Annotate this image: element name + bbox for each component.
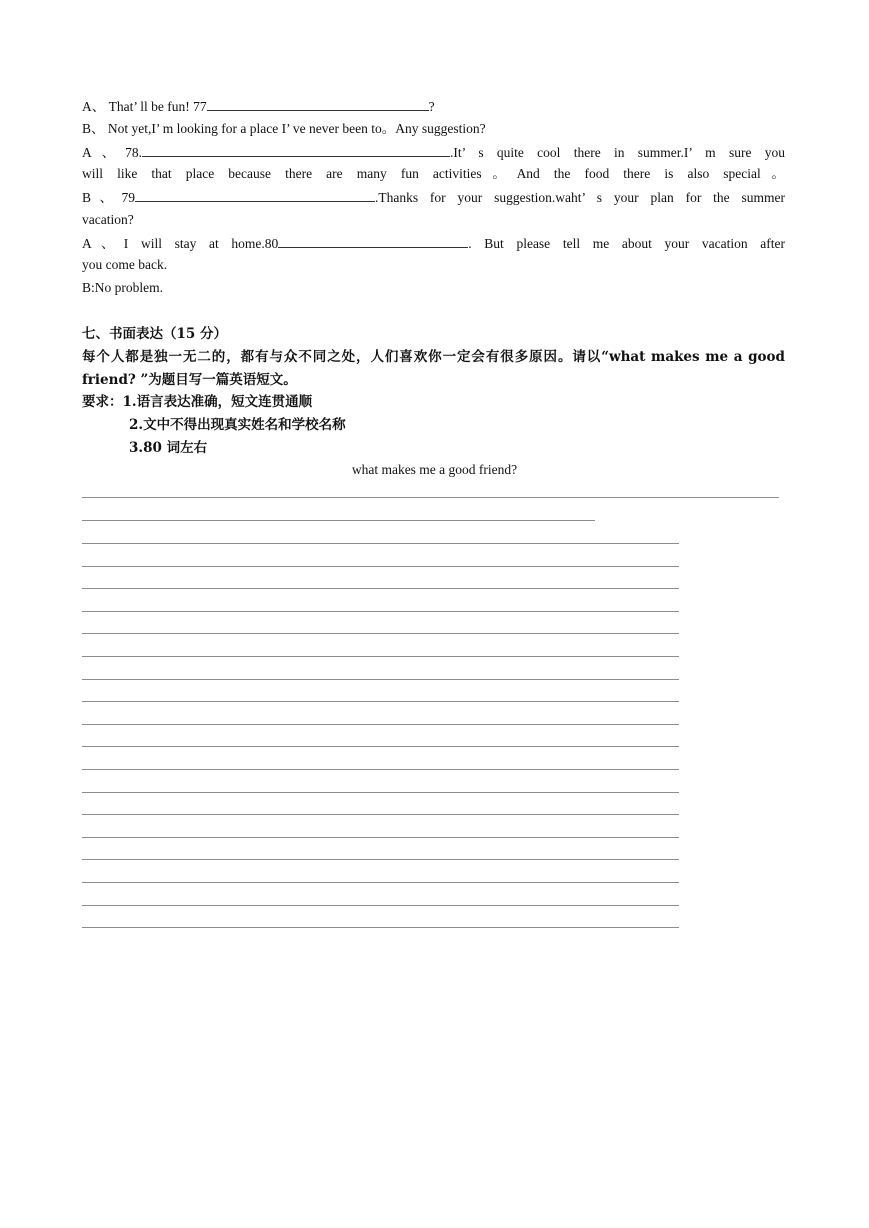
dialogue-line: B:No problem. (82, 280, 163, 295)
writing-line[interactable] (82, 543, 679, 544)
section-heading: 七、书面表达（15 分） (82, 326, 227, 342)
dialogue-line: B、 Not yet,I’ m looking for a place I’ ve never been to。Any suggestion? (82, 121, 486, 136)
answer-blank-77[interactable] (207, 98, 429, 111)
dialogue-text: B、79 (82, 190, 135, 205)
answer-blank-80[interactable] (278, 235, 468, 248)
writing-line[interactable] (82, 746, 679, 747)
writing-line[interactable] (82, 792, 679, 793)
writing-line[interactable] (82, 633, 679, 634)
writing-line[interactable] (82, 882, 679, 883)
dialogue-text: ? (428, 99, 435, 114)
writing-line[interactable] (82, 859, 679, 860)
writing-prompt: friend? ”为题目写一篇英语短文。 (82, 372, 297, 388)
requirement-1: 要求：1.语言表达准确，短文连贯通顺 (82, 394, 313, 410)
dialogue-line-79 (82, 189, 785, 206)
dialogue-text: A、78. (82, 145, 142, 160)
writing-line[interactable] (82, 656, 679, 657)
writing-line[interactable] (82, 905, 679, 906)
writing-line[interactable] (82, 497, 779, 498)
dialogue-line-78 (82, 144, 785, 161)
dialogue-text: A、 That’ ll be fun! 77 (82, 99, 207, 114)
dialogue-line: you come back. (82, 257, 168, 272)
writing-line[interactable] (82, 814, 679, 815)
dialogue-line: vacation? (82, 212, 134, 227)
writing-line[interactable] (82, 566, 679, 567)
writing-line[interactable] (82, 927, 679, 928)
dialogue-line-80 (82, 235, 785, 252)
dialogue-text: .It’ s quite cool there in summer.I’ m sure you (449, 145, 785, 160)
dialogue-line: will like that place because there are many fun activities。And the food there is also special。 (82, 166, 785, 181)
dialogue-line-77 (82, 98, 435, 115)
writing-line[interactable] (82, 611, 679, 612)
answer-blank-78[interactable] (142, 144, 450, 157)
answer-blank-79[interactable] (135, 189, 375, 202)
writing-prompt: 每个人都是独一无二的，都有与众不同之处，人们喜欢你一定会有很多原因。请以“what makes me a good (82, 349, 785, 365)
dialogue-text: . But please tell me about your vacation after (468, 236, 786, 251)
writing-line[interactable] (82, 724, 679, 725)
writing-line[interactable] (82, 679, 679, 680)
writing-line[interactable] (82, 769, 679, 770)
dialogue-text: .Thanks for your suggestion.waht’ s your plan for the summer (374, 190, 785, 205)
writing-line[interactable] (82, 520, 595, 521)
writing-line[interactable] (82, 837, 679, 838)
dialogue-text: A、I will stay at home.80 (82, 236, 279, 251)
requirement-2: 2.文中不得出现真实姓名和学校名称 (129, 417, 346, 433)
writing-line[interactable] (82, 701, 679, 702)
requirement-3: 3.80 词左右 (129, 440, 208, 456)
writing-line[interactable] (82, 588, 679, 589)
essay-title: what makes me a good friend? (351, 462, 518, 477)
